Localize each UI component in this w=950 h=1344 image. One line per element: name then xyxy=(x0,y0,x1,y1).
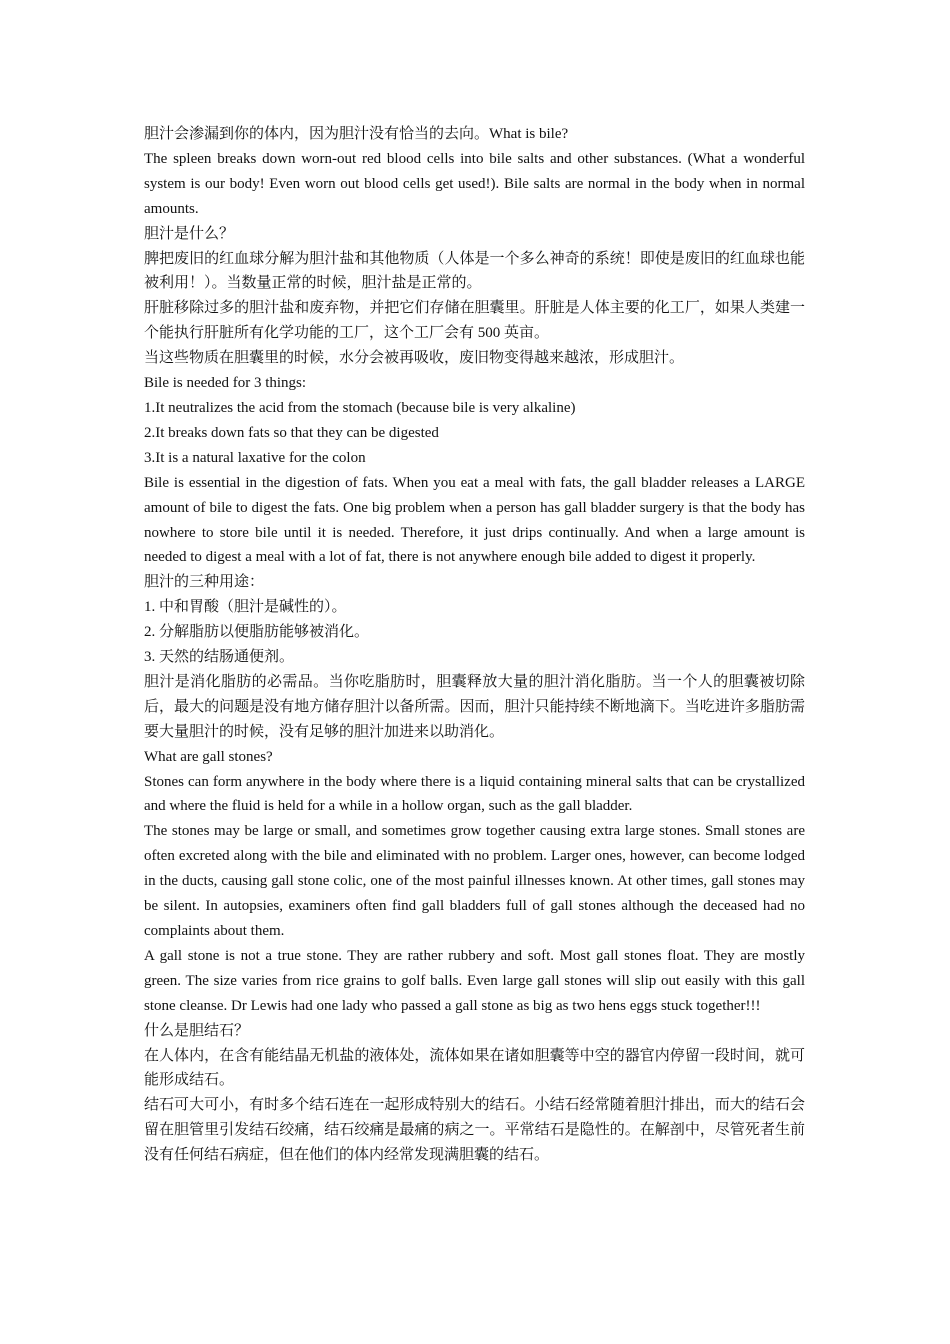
paragraph: 2. 分解脂肪以便脂肪能够被消化。 xyxy=(144,624,370,641)
document-page xyxy=(144,122,805,1168)
paragraph: 3.It is a natural laxative for the colon xyxy=(144,449,366,466)
paragraph: 肝脏移除过多的胆汁盐和废弃物，并把它们存储在胆囊里。肝脏是人体主要的化工厂，如果人类建一个能执行肝脏所有化学功能的工厂，这个工厂会有 500 英亩。 xyxy=(144,300,805,342)
paragraph: A gall stone is not a true stone. They are rather rubbery and soft. Most gall stones float. They are mostly green. The size varies from rice grains to golf balls. Even large gall stones will slip out easily with this gall stone cleanse. Dr Lewis had one lady who passed a gall stone as big as two hens eggs stuck together!!! xyxy=(144,947,805,1014)
paragraph: 胆汁会渗漏到你的体内，因为胆汁没有恰当的去向。What is bile? xyxy=(144,126,569,142)
paragraph: 当这些物质在胆囊里的时候，水分会被再吸收，废旧物变得越来越浓，形成胆汁。 xyxy=(144,350,685,367)
paragraph: What are gall stones? xyxy=(144,748,273,765)
paragraph: Bile is needed for 3 things: xyxy=(144,375,307,392)
paragraph: 在人体内，在含有能结晶无机盐的液体处，流体如果在诸如胆囊等中空的器官内停留一段时间，就可能形成结石。 xyxy=(144,1047,805,1089)
paragraph: 胆汁的三种用途： xyxy=(144,574,265,591)
paragraph: 1. 中和胃酸（胆汁是碱性的）。 xyxy=(144,599,347,616)
paragraph: 什么是胆结石？ xyxy=(144,1022,250,1039)
paragraph: 脾把废旧的红血球分解为胆汁盐和其他物质（人体是一个多么神奇的系统！即使是废旧的红血球也能被利用！）。当数量正常的时候，胆汁盐是正常的。 xyxy=(144,250,805,292)
paragraph: The stones may be large or small, and sometimes grow together causing extra large stones. Small stones are often excreted along with the bile and eliminated with no problem. Larger ones, however, can become lodged in the ducts, causing gall stone colic, one of the most painful illnesses known. At other times, gall stones may be silent. In autopsies, examiners often find gall bladders full of gall stones although the deceased had no complaints about them. xyxy=(144,823,805,939)
paragraph: Stones can form anywhere in the body where there is a liquid containing mineral salts that can be crystallized and where the fluid is held for a while in a hollow organ, such as the gall bladder. xyxy=(144,773,805,815)
paragraph: 1.It neutralizes the acid from the stomach (because bile is very alkaline) xyxy=(144,399,576,416)
paragraph: 3. 天然的结肠通便剂。 xyxy=(144,649,295,666)
paragraph: 胆汁是消化脂肪的必需品。当你吃脂肪时，胆囊释放大量的胆汁消化脂肪。当一个人的胆囊被切除后，最大的问题是没有地方储存胆汁以备所需。因而，胆汁只能持续不断地滴下。当吃进许多脂肪需要大量胆汁的时候，没有足够的胆汁加进来以助消化。 xyxy=(144,673,805,740)
paragraph: Bile is essential in the digestion of fats. When you eat a meal with fats, the gall bladder releases a LARGE amount of bile to digest the fats. One big problem when a person has gall bladder surgery is that the body has nowhere to store bile until it is needed. Therefore, it just drips continually. And when a large amount is needed to digest a meal with a lot of fat, there is not anywhere enough bile added to digest it properly. xyxy=(144,474,805,566)
paragraph: The spleen breaks down worn-out red blood cells into bile salts and other substances. (What a wonderful system is our body! Even worn out blood cells get used!). Bile salts are normal in the body when in normal amounts. xyxy=(144,150,805,217)
paragraph: 2.It breaks down fats so that they can be digested xyxy=(144,424,439,441)
paragraph: 胆汁是什么？ xyxy=(144,225,235,242)
paragraph: 结石可大可小，有时多个结石连在一起形成特别大的结石。小结石经常随着胆汁排出，而大的结石会留在胆管里引发结石绞痛，结石绞痛是最痛的病之一。平常结石是隐性的。在解剖中，尽管死者生前没有任何结石病症，但在他们的体内经常发现满胆囊的结石。 xyxy=(144,1097,805,1164)
